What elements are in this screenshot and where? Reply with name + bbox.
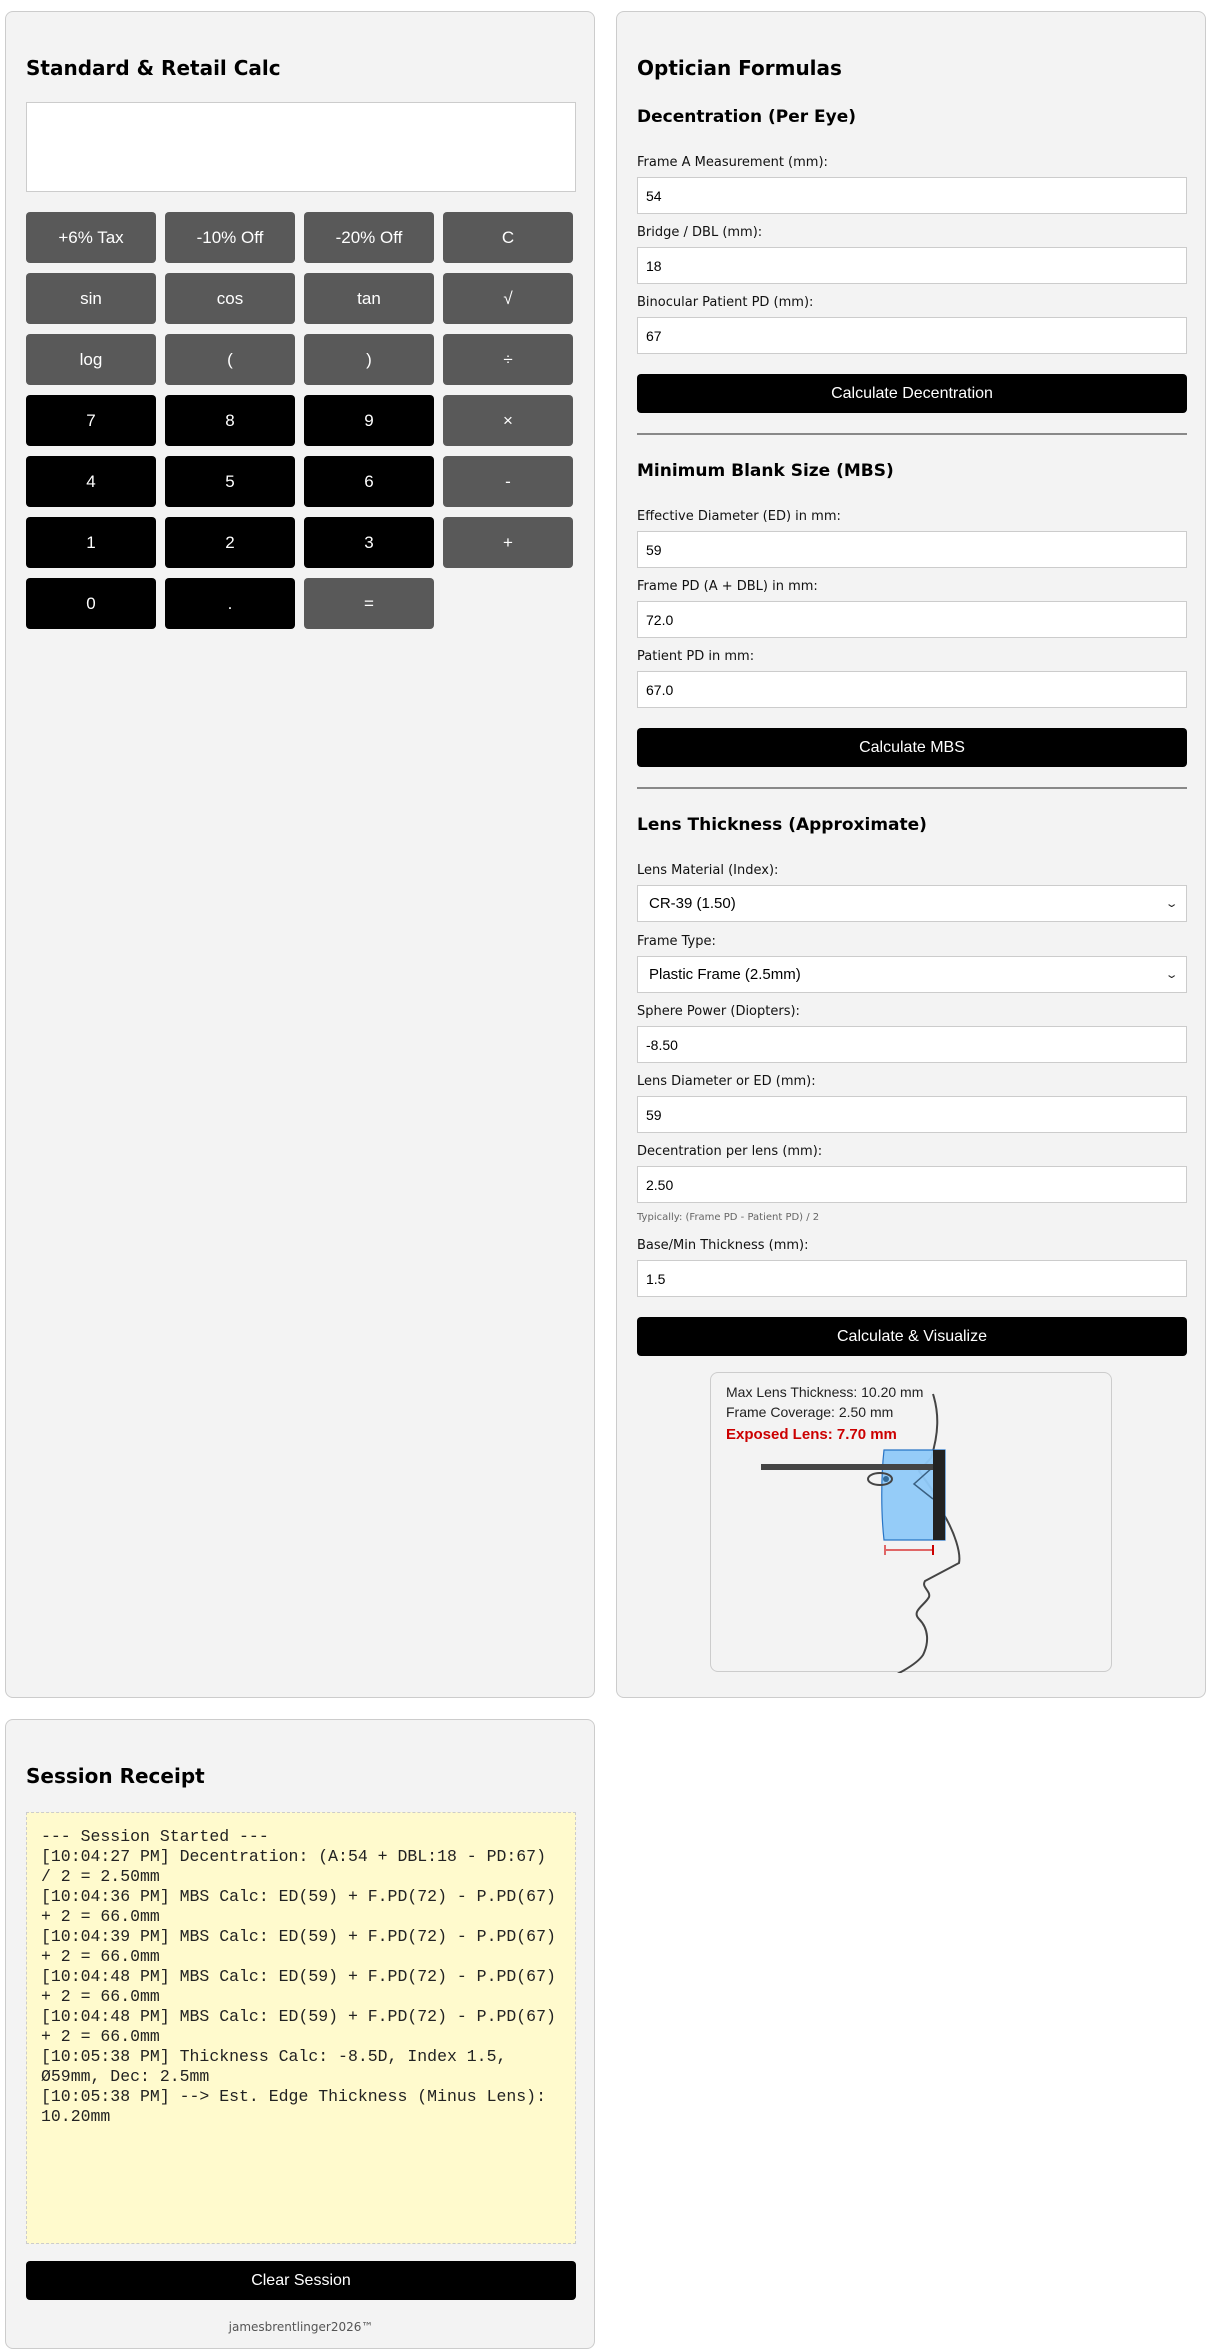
pupil-icon: [883, 1476, 889, 1482]
calculator-display[interactable]: [26, 102, 576, 192]
ed-input[interactable]: 59: [637, 531, 1187, 568]
section-divider: [637, 787, 1187, 789]
sqrt-button[interactable]: √: [443, 273, 573, 324]
receipt-line: --- Session Started ---: [41, 1827, 269, 1846]
tax-button[interactable]: +6% Tax: [26, 212, 156, 263]
footer-credit: jamesbrentlinger2026™: [228, 2320, 374, 2334]
decentration-per-lens-label: Decentration per lens (mm):: [637, 1144, 823, 1159]
decentration-per-lens-input[interactable]: 2.50: [637, 1166, 1187, 1203]
calculator-title: Standard & Retail Calc: [26, 56, 281, 80]
temple-arm-icon: [761, 1464, 933, 1470]
calculator-keypad: [26, 212, 576, 629]
decimal-button[interactable]: .: [165, 578, 295, 629]
add-button[interactable]: +: [443, 517, 573, 568]
sphere-power-label: Sphere Power (Diopters):: [637, 1004, 800, 1019]
frame-type-value: Plastic Frame (2.5mm): [649, 966, 801, 983]
optician-title: Optician Formulas: [637, 56, 842, 80]
open-paren-button[interactable]: (: [165, 334, 295, 385]
frame-pd-label: Frame PD (A + DBL) in mm:: [637, 579, 818, 594]
lens-visualization: [710, 1372, 1112, 1672]
discount-20-button[interactable]: -20% Off: [304, 212, 434, 263]
optician-panel: [616, 11, 1206, 1698]
frame-a-input[interactable]: 54: [637, 177, 1187, 214]
binocular-pd-label: Binocular Patient PD (mm):: [637, 295, 814, 310]
section-divider: [637, 433, 1187, 435]
digit-3-button[interactable]: 3: [304, 517, 434, 568]
frame-coverage-text: Frame Coverage: 2.50 mm: [726, 1404, 894, 1420]
decentration-hint: Typically: (Frame PD - Patient PD) / 2: [637, 1212, 820, 1223]
frame-pd-input[interactable]: 72.0: [637, 601, 1187, 638]
tan-button[interactable]: tan: [304, 273, 434, 324]
max-thickness-text: Max Lens Thickness: 10.20 mm: [726, 1384, 924, 1400]
receipt-title: Session Receipt: [26, 1764, 205, 1788]
digit-7-button[interactable]: 7: [26, 395, 156, 446]
calculate-mbs-button[interactable]: Calculate MBS: [637, 728, 1187, 767]
lens-diameter-input[interactable]: 59: [637, 1096, 1187, 1133]
base-thickness-label: Base/Min Thickness (mm):: [637, 1238, 809, 1253]
sin-button[interactable]: sin: [26, 273, 156, 324]
receipt-panel: [5, 1719, 595, 2349]
digit-8-button[interactable]: 8: [165, 395, 295, 446]
receipt-line: [10:05:38 PM] Thickness Calc: -8.5D, Index 1.5, Ø59mm, Dec: 2.5mm: [41, 2047, 517, 2086]
lens-diameter-label: Lens Diameter or ED (mm):: [637, 1074, 816, 1089]
receipt-line: [10:04:36 PM] MBS Calc: ED(59) + F.PD(72) - P.PD(67) + 2 = 66.0mm: [41, 1887, 566, 1926]
receipt-line: [10:04:27 PM] Decentration: (A:54 + DBL:18 - PD:67) / 2 = 2.50mm: [41, 1847, 556, 1886]
clear-session-button[interactable]: Clear Session: [26, 2261, 576, 2300]
chevron-down-icon: ⌄: [1164, 969, 1179, 981]
base-thickness-input[interactable]: 1.5: [637, 1260, 1187, 1297]
digit-9-button[interactable]: 9: [304, 395, 434, 446]
receipt-line: [10:04:39 PM] MBS Calc: ED(59) + F.PD(72) - P.PD(67) + 2 = 66.0mm: [41, 1927, 566, 1966]
close-paren-button[interactable]: ): [304, 334, 434, 385]
calculate-visualize-button[interactable]: Calculate & Visualize: [637, 1317, 1187, 1356]
digit-1-button[interactable]: 1: [26, 517, 156, 568]
discount-10-button[interactable]: -10% Off: [165, 212, 295, 263]
digit-0-button[interactable]: 0: [26, 578, 156, 629]
sphere-power-input[interactable]: -8.50: [637, 1026, 1187, 1063]
equals-button[interactable]: =: [304, 578, 434, 629]
lens-material-value: CR-39 (1.50): [649, 895, 736, 912]
calculate-decentration-button[interactable]: Calculate Decentration: [637, 374, 1187, 413]
frame-type-select[interactable]: [637, 956, 1187, 993]
bridge-label: Bridge / DBL (mm):: [637, 225, 763, 240]
digit-5-button[interactable]: 5: [165, 456, 295, 507]
divide-button[interactable]: ÷: [443, 334, 573, 385]
mbs-title: Minimum Blank Size (MBS): [637, 461, 894, 481]
clear-button[interactable]: C: [443, 212, 573, 263]
frame-type-label: Frame Type:: [637, 934, 716, 949]
patient-pd-label: Patient PD in mm:: [637, 649, 755, 664]
cos-button[interactable]: cos: [165, 273, 295, 324]
lens-material-select[interactable]: [637, 885, 1187, 922]
calculator-panel: [5, 11, 595, 1698]
chevron-down-icon: ⌄: [1164, 898, 1179, 910]
lens-material-label: Lens Material (Index):: [637, 863, 779, 878]
binocular-pd-input[interactable]: 67: [637, 317, 1187, 354]
decentration-title: Decentration (Per Eye): [637, 107, 857, 127]
digit-4-button[interactable]: 4: [26, 456, 156, 507]
digit-6-button[interactable]: 6: [304, 456, 434, 507]
receipt-log: [26, 1812, 576, 2244]
patient-pd-input[interactable]: 67.0: [637, 671, 1187, 708]
receipt-line: [10:04:48 PM] MBS Calc: ED(59) + F.PD(72) - P.PD(67) + 2 = 66.0mm: [41, 2007, 566, 2046]
log-button[interactable]: log: [26, 334, 156, 385]
subtract-button[interactable]: -: [443, 456, 573, 507]
ed-label: Effective Diameter (ED) in mm:: [637, 509, 841, 524]
thickness-title: Lens Thickness (Approximate): [637, 815, 927, 835]
exposed-lens-text: Exposed Lens: 7.70 mm: [726, 1426, 897, 1443]
digit-2-button[interactable]: 2: [165, 517, 295, 568]
frame-a-label: Frame A Measurement (mm):: [637, 155, 828, 170]
bridge-input[interactable]: 18: [637, 247, 1187, 284]
receipt-line: [10:04:48 PM] MBS Calc: ED(59) + F.PD(72) - P.PD(67) + 2 = 66.0mm: [41, 1967, 566, 2006]
receipt-line: [10:05:38 PM] --> Est. Edge Thickness (Minus Lens): 10.20mm: [41, 2087, 556, 2126]
frame-rim-icon: [933, 1450, 945, 1540]
multiply-button[interactable]: ×: [443, 395, 573, 446]
